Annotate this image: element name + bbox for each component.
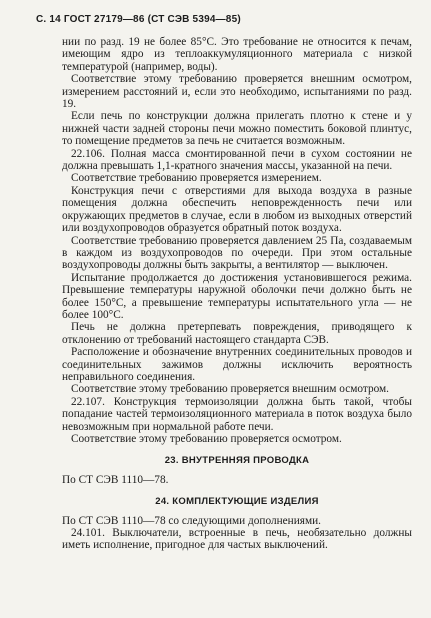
- page-header: С. 14 ГОСТ 27179—86 (СТ СЭВ 5394—85): [36, 14, 241, 25]
- paragraph: Испытание продолжается до достижения установившегося режима. Превышение температуры наружной оболочки печи должно быть не более 150°С, а превышение температуры испытательного угла — не более 100°С.: [62, 271, 412, 321]
- paragraph: Соответствие требованию проверяется давлением 25 Па, создаваемым в каждом из воздухопроводов по очереди. При этом остальные воздухопроводы должны быть закрыты, а вентилятор — выключен.: [62, 234, 412, 272]
- paragraph: 22.107. Конструкция термоизоляции должна быть такой, чтобы попадание частей термоизоляционного материала в поток воздуха было невозможным при нормальной работе печи.: [62, 395, 412, 433]
- paragraph: Печь не должна претерпевать повреждения, приводящего к отклонению от требований настоящего стандарта СЭВ.: [62, 321, 412, 346]
- document-body: [62, 36, 412, 552]
- section-24-heading: 24. КОМПЛЕКТУЮЩИЕ ИЗДЕЛИЯ: [155, 496, 319, 508]
- section-23-text: По СТ СЭВ 1110—78.: [62, 473, 169, 486]
- paragraph: Расположение и обозначение внутренних соединительных проводов и соединительных зажимов должны исключить вероятность неправильного соединения.: [62, 346, 412, 383]
- section-24-item: 24.101. Выключатели, встроенные в печь, необязательно должны иметь исполнение, пригодное для частых выключений.: [62, 527, 412, 552]
- section-24-text: По СТ СЭВ 1110—78 со следующими дополнениями.: [62, 514, 321, 527]
- paragraph: 22.106. Полная масса смонтированной печи в сухом состоянии не должна превышать 1,1-кратного значения массы, указанной на печи.: [62, 147, 412, 173]
- paragraph: Соответствие требованию проверяется измерением.: [71, 172, 322, 185]
- section-23-heading: 23. ВНУТРЕННЯЯ ПРОВОДКА: [164, 455, 310, 467]
- paragraph: Конструкция печи с отверстиями для выхода воздуха в разные помещения должна обеспечить неповрежденность печи или окружающих предметов в случае, если в любом из выходных отверстий или воздухопроводов образуется обратный поток воздуха.: [62, 184, 412, 235]
- paragraph: Соответствие этому требованию проверяется внешним осмотром, измерением расстояний и, если это необходимо, испытаниями по разд. 19.: [62, 73, 412, 111]
- paragraph: Соответствие этому требованию проверяется осмотром.: [71, 433, 342, 445]
- paragraph: Если печь по конструкции должна прилегать плотно к стене и у нижней части задней стороны печи можно поместить боковой плинтус, то помещение предметов за печь не считается возможным.: [62, 110, 412, 148]
- paragraph: Соответствие этому требованию проверяется внешним осмотром.: [71, 383, 389, 396]
- paragraph: нии по разд. 19 не более 85°С. Это требование не относится к печам, имеющим ядро из теплоаккумуляционного материала с низкой температурой (например, воды).: [62, 36, 412, 73]
